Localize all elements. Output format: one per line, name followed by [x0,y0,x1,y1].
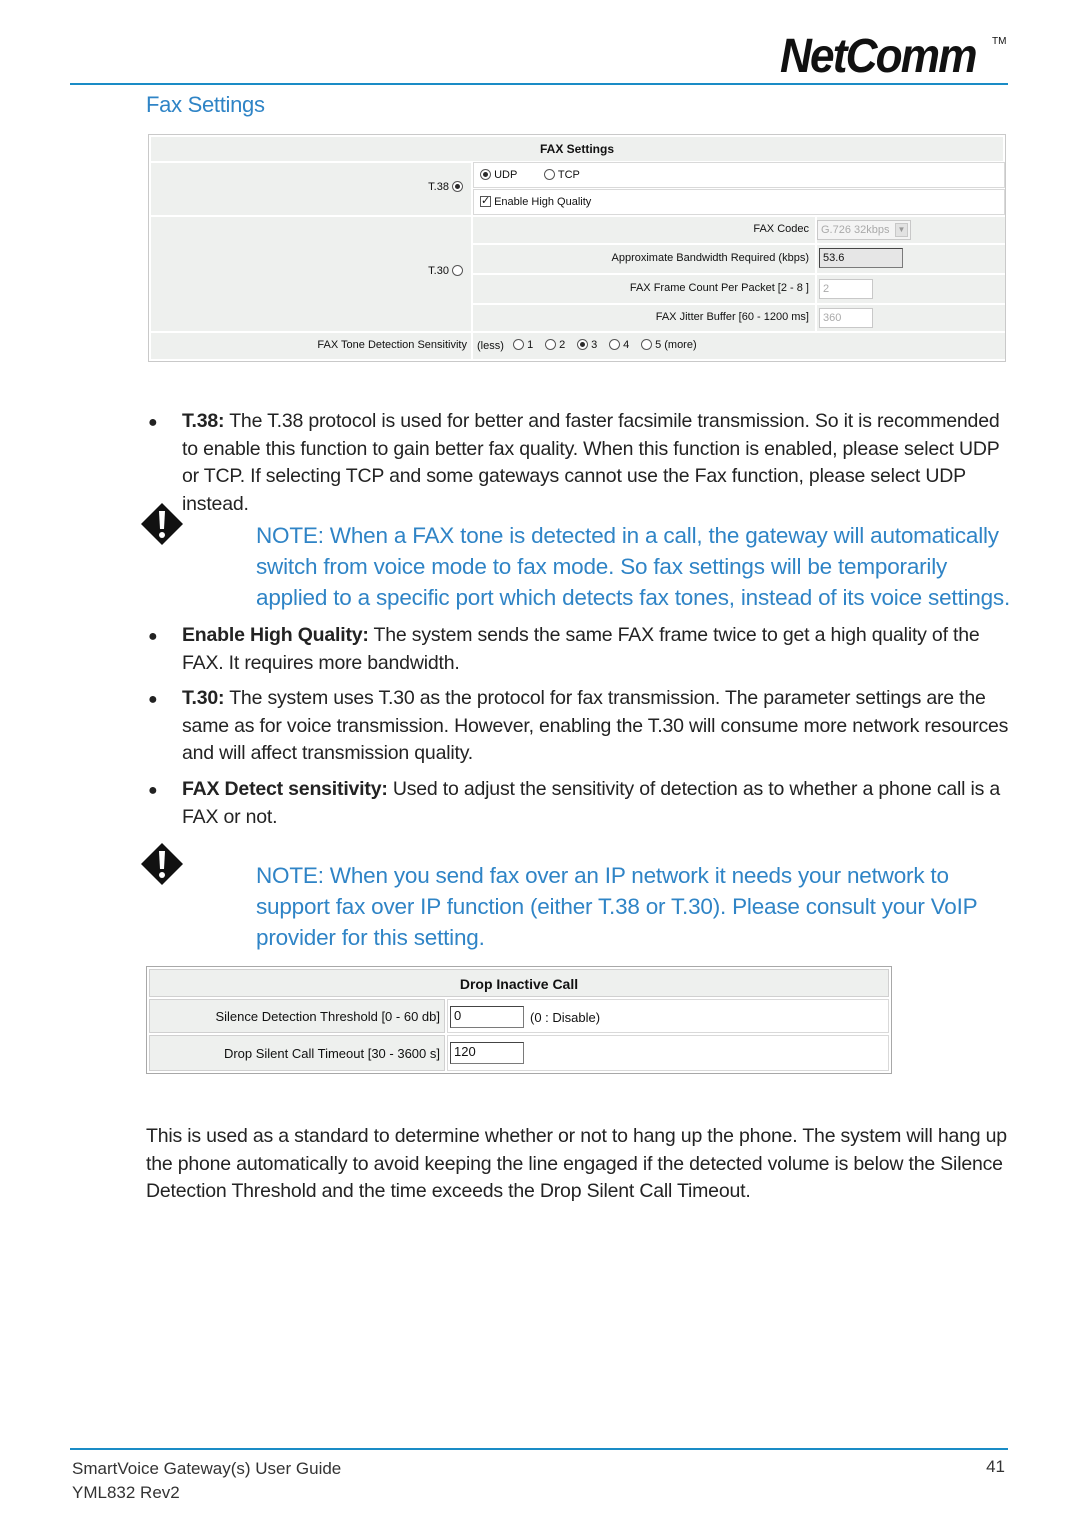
tcp-option[interactable] [544,169,580,181]
tone-option-5[interactable] [641,339,697,351]
tone-radio-2[interactable] [545,339,556,350]
t30-term: T.30: [182,687,225,709]
t30-text: The system uses T.30 as the protocol for fax transmission. The parameter settings are the same as for voice transmission. However, enabling the T.30 will consume more network resources and will affect transmission quality. [182,687,1009,764]
warning-icon [138,840,186,888]
fax-settings-panel [148,134,1006,362]
high-quality-checkbox[interactable] [480,196,491,207]
footer-rule [70,1448,1008,1450]
tone-option-1[interactable] [513,339,533,351]
t38-label: T.38 [428,181,449,193]
bullet-marker: ● [148,782,158,799]
t30-option[interactable] [428,265,463,277]
chevron-down-icon: ▼ [895,223,908,237]
udp-radio[interactable] [480,169,491,180]
silence-label-cell [149,999,445,1033]
note-fax-over-ip: NOTE: When you send fax over an IP network it needs your network to support fax over IP function (either T.38 or T.30). Please consult your VoIP provider for this setting. [256,863,978,950]
detect-term: FAX Detect sensitivity: [182,778,388,800]
warning-icon [138,500,186,548]
tone-radio-4[interactable] [609,339,620,350]
note-fax-tone: NOTE: When a FAX tone is detected in a call, the gateway will automatically switch from voice mode to fax mode. So fax settings will be temporarily applied to a specific port which detects fax tones, instead of its voice settings. [256,523,1011,610]
tone-label-4: 4 [623,339,630,351]
t30-paragraph [182,685,1012,768]
high-quality-label: Enable High Quality [494,196,592,208]
tone-label-5: 5 (more) [655,339,697,351]
frame-count-field[interactable]: 2 [819,279,873,299]
bullet-marker: ● [148,414,158,431]
jitter-field[interactable]: 360 [819,308,873,328]
bandwidth-label-cell [473,245,815,273]
logo-trademark: TM [992,36,1007,47]
t38-radio[interactable] [452,181,463,192]
logo-wordmark: NetComm [780,28,976,78]
codec-select[interactable] [817,220,911,240]
udp-label: UDP [494,169,518,181]
header-rule [70,83,1008,85]
high-quality-option[interactable] [480,196,591,208]
tone-option-4[interactable] [609,339,629,351]
timeout-value-cell [447,1035,889,1071]
high-quality-text: The system sends the same FAX frame twice to get a high quality of the FAX. It requires more bandwidth. [182,624,980,674]
transport-row [473,162,1005,188]
bandwidth-value-cell [817,245,1005,273]
codec-label: FAX Codec [753,223,809,235]
high-quality-term: Enable High Quality: [182,624,369,646]
codec-value: G.726 32kbps [821,224,890,236]
tcp-label: TCP [557,169,580,181]
tone-label-1: 1 [527,339,534,351]
tone-option-2[interactable] [545,339,565,351]
footer-left [72,1457,341,1505]
silence-label: Silence Detection Threshold [0 - 60 db] [215,1009,440,1024]
drop-timeout-field[interactable]: 120 [450,1042,524,1064]
fax-settings-heading: FAX Settings [151,137,1003,161]
drop-inactive-call-panel [146,966,892,1074]
t38-paragraph [182,408,1012,518]
t30-radio[interactable] [452,265,463,276]
tone-label-2: 2 [559,339,566,351]
udp-option[interactable] [480,169,517,181]
t30-label-cell [151,217,471,331]
detect-paragraph [182,776,1012,831]
drop-paragraph: This is used as a standard to determine whether or not to hang up the phone. The system will hang up the phone automatically to avoid keeping the line engaged if the detected volume is below the Silence Detection Threshold and the time exceeds the Drop Silent Call Timeout. [146,1125,1007,1202]
detect-text: Used to adjust the sensitivity of detection as to whether a phone call is a FAX or not. [182,778,1001,828]
tone-options-cell [473,333,1005,359]
frame-count-label-cell [473,275,815,303]
jitter-label-cell [473,305,815,331]
section-title: Fax Settings [146,92,265,117]
tone-less-label: (less) [477,340,504,352]
tone-label-cell [151,333,471,359]
netcomm-logo [780,28,1010,78]
bullet-marker: ● [148,628,158,645]
tone-radio-5[interactable] [641,339,652,350]
page-number: 41 [986,1457,1005,1476]
t38-option[interactable] [428,181,463,193]
bandwidth-field: 53.6 [819,248,903,268]
tone-option-3[interactable] [577,339,597,351]
tone-label: FAX Tone Detection Sensitivity [317,339,467,351]
tcp-radio[interactable] [544,169,555,180]
silence-hint: (0 : Disable) [530,1010,601,1025]
codec-value-cell [817,217,1005,243]
silence-value-cell [447,999,889,1033]
tone-radio-3[interactable] [577,339,588,350]
frame-count-value-cell [817,275,1005,303]
bullet-marker: ● [148,691,158,708]
t30-label: T.30 [428,265,449,277]
t38-term: T.38: [182,410,225,432]
jitter-value-cell [817,305,1005,331]
high-quality-paragraph [182,622,1012,677]
tone-radio-1[interactable] [513,339,524,350]
footer-revision: YML832 Rev2 [72,1483,180,1502]
timeout-label-cell [149,1035,445,1071]
silence-threshold-field[interactable]: 0 [450,1006,524,1028]
frame-count-label: FAX Frame Count Per Packet [2 - 8 ] [629,282,809,294]
drop-inactive-heading: Drop Inactive Call [149,969,889,997]
high-quality-row [473,189,1005,215]
tone-label-3: 3 [591,339,598,351]
jitter-label: FAX Jitter Buffer [60 - 1200 ms] [655,311,809,323]
footer-guide-title: SmartVoice Gateway(s) User Guide [72,1459,342,1478]
t38-text: The T.38 protocol is used for better and faster facsimile transmission. So it is recommended to enable this function to gain better fax quality. When this function is enabled, please select UDP or TCP. If selecting TCP and some gateways cannot use the Fax function, please select UDP instead. [182,410,1000,515]
timeout-label: Drop Silent Call Timeout [30 - 3600 s] [223,1046,440,1061]
netcomm-logo-mark [780,28,1010,78]
t38-label-cell [151,163,471,215]
bandwidth-label: Approximate Bandwidth Required (kbps) [611,252,809,264]
codec-label-cell [473,217,815,243]
